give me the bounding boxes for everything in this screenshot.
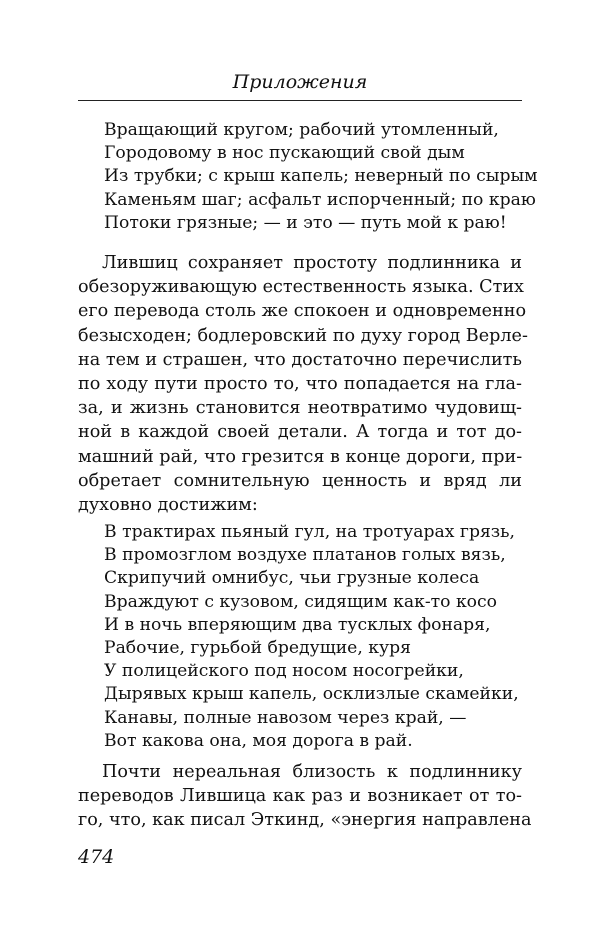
poem-line: Потоки грязные; — и это — путь мой к раю! xyxy=(104,212,507,233)
poem-line: Каменьям шаг; асфальт испорченный; по краю xyxy=(104,189,536,210)
poem-line: Враждуют с кузовом, сидящим как-то косо xyxy=(104,591,498,612)
poem-excerpt-1 xyxy=(104,119,538,235)
poem-line: Вращающий кругом; рабочий утомленный, xyxy=(104,120,499,140)
paragraph-line: духовно достижим: xyxy=(78,494,258,515)
paragraph-line: по ходу пути просто то, что попадается на гла- xyxy=(78,373,522,394)
paragraph-line: Почти нереальная близость к подлиннику xyxy=(102,762,522,782)
paragraph-line: обезоруживающую естественность языка. Стих xyxy=(78,277,524,298)
poem-line: Скрипучий омнибус, чьи грузные колеса xyxy=(104,568,480,589)
paragraph-line: машний рай, что грезится в конце дороги, при- xyxy=(78,446,523,467)
body-paragraph-1 xyxy=(78,251,528,517)
running-head: Приложения xyxy=(232,71,368,93)
paragraph-line: на тем и страшен, что достаточно перечислить xyxy=(78,349,522,370)
poem-line: Канавы, полные навозом через край, — xyxy=(104,707,467,728)
poem-line: Из трубки; с крыш капель; неверный по сырым xyxy=(104,166,538,187)
paragraph-line: его перевода столь же спокоен и одновременно xyxy=(78,301,527,322)
poem-excerpt-2 xyxy=(104,521,524,753)
poem-line: У полицейского под носом носогрейки, xyxy=(104,661,464,682)
paragraph-line: переводов Лившица как раз и возникает от то- xyxy=(78,786,522,807)
paragraph-line: обретает сомнительную ценность и вряд ли xyxy=(78,470,522,491)
poem-line: Дырявых крыш капель, осклизлые скамейки, xyxy=(104,684,519,705)
poem-line: В промозглом воздухе платанов голых вязь, xyxy=(104,545,506,566)
poem-line: В трактирах пьяный гул, на тротуарах грязь, xyxy=(104,522,515,542)
paragraph-line: ной в каждой своей детали. А тогда и тот до- xyxy=(78,422,522,443)
body-paragraph-2 xyxy=(78,760,532,833)
paragraph-line: безысходен; бодлеровский по духу город Верле- xyxy=(78,325,528,346)
paragraph-line: за, и жизнь становится неотвратимо чудовищ- xyxy=(78,398,522,419)
header-rule xyxy=(78,100,522,101)
paragraph-line: Лившиц сохраняет простоту подлинника и xyxy=(102,253,522,273)
poem-line: Вот какова она, моя дорога в рай. xyxy=(104,730,413,751)
poem-line: Рабочие, гурьбой бредущие, куря xyxy=(104,637,411,658)
poem-line: Городовому в нос пускающий свой дым xyxy=(104,143,465,164)
paragraph-line: го, что, как писал Эткинд, «энергия направлена xyxy=(78,810,532,831)
page-number: 474 xyxy=(78,846,115,868)
poem-line: И в ночь вперяющим два тусклых фонаря, xyxy=(104,614,491,635)
